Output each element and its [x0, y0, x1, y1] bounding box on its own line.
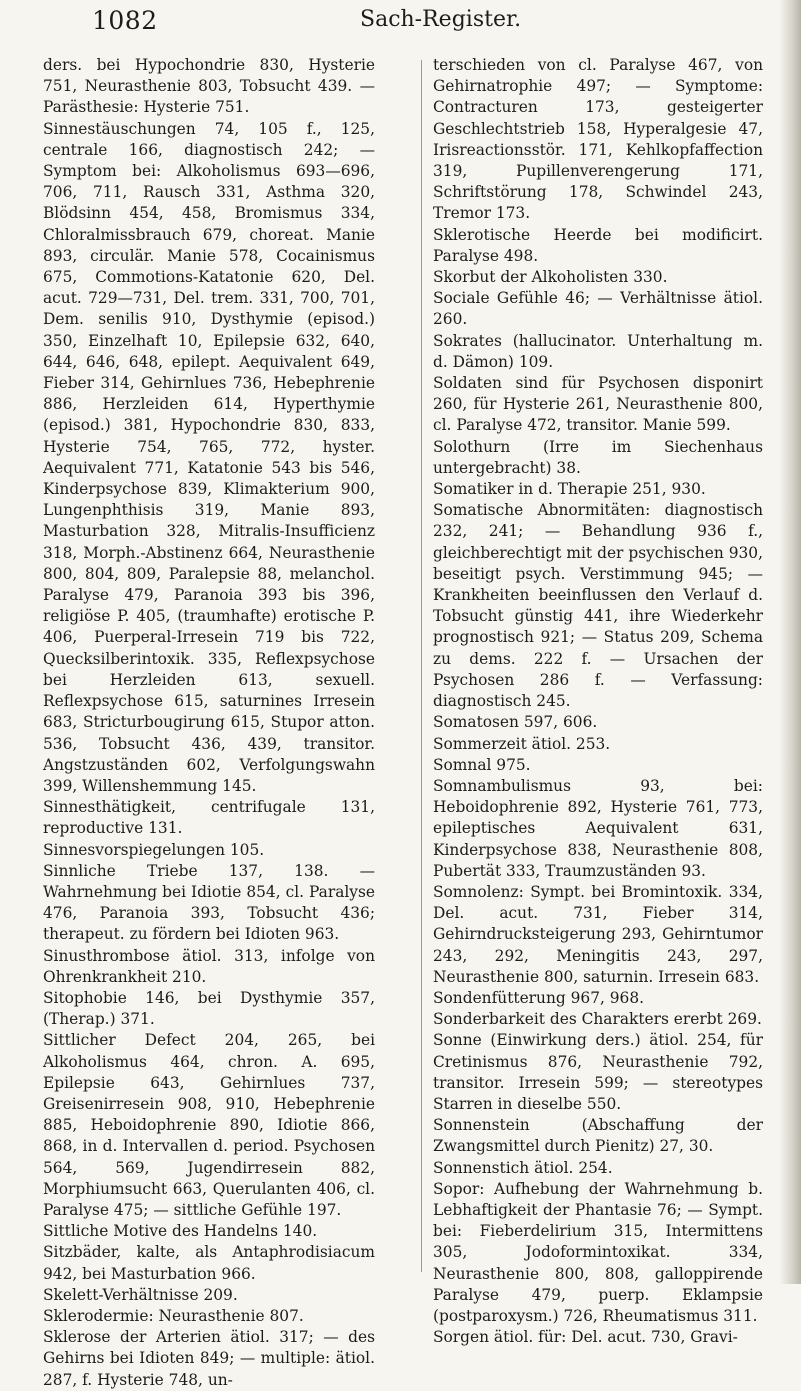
index-entry: Skelett-Verhältnisse 209. [43, 1285, 238, 1304]
index-entry: Sklerodermie: Neurasthenie 807. [43, 1306, 304, 1325]
index-entry: Sonnenstein (Abschaffung der Zwangsmittel durch Pienitz) 27, 30. [433, 1116, 763, 1156]
index-entry: Sondenfütterung 967, 968. [433, 988, 645, 1007]
index-entry: Sonnenstich ätiol. 254. [433, 1158, 613, 1177]
index-entry: Sonderbarkeit des Charakters ererbt 269. [433, 1010, 762, 1029]
page-edge-shadow [779, 0, 801, 1284]
index-entry: Skorbut der Alkoholisten 330. [433, 268, 668, 287]
index-entry: Sitzbäder, kalte, als Antaphrodisiacum 942, bei Masturbation 966. [43, 1243, 375, 1283]
index-entry: Sklerose der Arterien ätiol. 317; — des Gehirns bei Idioten 849; — multiple: ätiol. 287, f. Hysterie 748, un- [43, 1328, 375, 1389]
index-entry: Sonne (Einwirkung ders.) ätiol. 254, für Cretinismus 876, Neurasthenie 792, transitor. Irresein 599; — stereotypes Starren in dieselbe 550. [433, 1031, 763, 1113]
page-header [0, 6, 801, 46]
index-entry: Somnambulismus 93, bei: Heboidophrenie 892, Hysterie 761, 773, epileptisches Aequivalent 631, Kinderpsychose 838, Neurasthenie 808, Pubertät 333, Traumzuständen 93. [433, 776, 763, 880]
index-entry: Sinnesvorspiegelungen 105. [43, 840, 265, 859]
index-entry: Somnolenz: Sympt. bei Bromintoxik. 334, Del. acut. 731, Fieber 314, Gehirndrucksteigerung 293, Gehirntumor 243, 292, Meningitis 243, 297, Neurasthenie 800, saturnin. Irresein 683. [433, 882, 763, 986]
index-entry: Soldaten sind für Psychosen disponirt 260, für Hysterie 261, Neurasthenie 800, cl. Paralyse 472, transitor. Manie 599. [433, 374, 763, 435]
index-entry: Sittliche Motive des Handelns 140. [43, 1222, 318, 1241]
index-entry: Sorgen ätiol. für: Del. acut. 730, Gravi- [433, 1328, 738, 1347]
left-column [43, 55, 375, 1391]
index-entry: Sopor: Aufhebung der Wahrnehmung b. Lebhaftigkeit der Phantasie 76; — Sympt. bei: Fieberdelirium 315, Intermittens 305, Jodoformintoxikat. 334, Neurasthenie 800, 808, galloppirende Paralyse 479, puerp. Eklampsie (postparoxysm.) 726, Rheumatismus 311. [433, 1179, 763, 1325]
index-entry: Sinnliche Triebe 137, 138. — Wahrnehmung bei Idiotie 854, cl. Paralyse 476, Paranoia 393, Tobsucht 436; therapeut. zu fördern bei Idioten 963. [43, 861, 375, 944]
index-entry: Sokrates (hallucinator. Unterhaltung m. d. Dämon) 109. [433, 331, 763, 371]
index-entry: Sinnesthätigkeit, centrifugale 131, reproductive 131. [43, 798, 375, 838]
running-head: Sach-Register. [360, 7, 522, 32]
page-number: 1082 [92, 6, 158, 35]
index-entry: Somnal 975. [433, 755, 531, 774]
index-entry: terschieden von cl. Paralyse 467, von Gehirnatrophie 497; — Symptome: Contracturen 173, gesteigerter Geschlechtstrieb 158, Hyperalgesie 47, Irisreactionsstör. 171, Kehlkopfaffection 319, Pupillenverengerung 171, Schriftstörung 178, Schwindel 243, Tremor 173. [433, 56, 763, 223]
index-entry: Solothurn (Irre im Siechenhaus untergebracht) 38. [433, 437, 763, 477]
column-divider [421, 60, 422, 1272]
index-entry: Somatosen 597, 606. [433, 713, 598, 732]
index-entry: Sklerotische Heerde bei modificirt. Paralyse 498. [433, 225, 763, 265]
index-entry: Sitophobie 146, bei Dysthymie 357, (Therap.) 371. [43, 988, 375, 1029]
right-column [433, 55, 763, 1348]
index-entry: Sommerzeit ätiol. 253. [433, 734, 611, 753]
index-entry: Sinusthrombose ätiol. 313, infolge von Ohrenkrankheit 210. [43, 946, 375, 986]
index-entry: Sociale Gefühle 46; — Verhältnisse ätiol. 260. [433, 289, 763, 329]
index-entry: Somatiker in d. Therapie 251, 930. [433, 480, 706, 499]
index-entry: Sinnestäuschungen 74, 105 f., 125, centrale 166, diagnostisch 242; — Symptom bei: Alkoholismus 693—696, 706, 711, Rausch 331, Asthma 320, Blödsinn 454, 458, Bromismus 334, Chloralmissbrauch 679, choreat. Manie 893, circulär. Manie 578, Cocainismus 675, Commotions-Katatonie 620, Del. acut. 729—731, Del. trem. 331, 700, 701, Dem. senilis 910, Dysthymie (episod.) 350, Einzelhaft 10, Epilepsie 632, 640, 644, 646, 648, epilept. Aequivalent 649, Fieber 314, Gehirnlues 736, Hebephrenie 886, Herzleiden 614, Hyperthymie (episod.) 381, Hypochondrie 830, 833, Hysterie 754, 765, 772, hyster. Aequivalent 771, Katatonie 543 bis 546, Kinderpsychose 839, Klimakterium 900, Lungenphthisis 319, Manie 893, Masturbation 328, Mitralis-Insufficienz 318, Morph.-Abstinenz 664, Neurasthenie 800, 804, 809, Paralepsie 88, melanchol. Paralyse 479, Paranoia 393 bis 396, religiöse P. 405, (traumhafte) erotische P. 406, Puerperal-Irresein 719 bis 722, Quecksilberintoxik. 335, Reflexpsychose bei Herzleiden 613, sexuell. Reflexpsychose 615, saturnines Irresein 683, Stricturbougirung 615, Stupor atton. 536, Tobsucht 436, 439, transitor. Angstzuständen 602, Verfolgungswahn 399, Willenshemmung 145. [43, 119, 375, 795]
index-entry: Sittlicher Defect 204, 265, bei Alkoholismus 464, chron. A. 695, Epilepsie 643, Gehirnlues 737, Greisenirresein 908, 910, Hebephrenie 885, Heboidophrenie 890, Idiotie 866, 868, in d. Intervallen d. period. Psychosen 564, 569, Jugendirresein 882, Morphiumsucht 663, Querulanten 406, cl. Paralyse 475; — sittliche Gefühle 197. [43, 1031, 375, 1219]
index-entry: Somatische Abnormitäten: diagnostisch 232, 241; — Behandlung 936 f., gleichberechtigt mit der psychischen 930, beseitigt psych. Verstimmung 945; — Krankheiten beeinflussen den Verlauf d. Tobsucht günstig 441, ihre Wiederkehr prognostisch 921; — Status 209, Schema zu dems. 222 f. — Ursachen der Psychosen 286 f. — Verfassung: diagnostisch 245. [433, 501, 763, 711]
index-entry: ders. bei Hypochondrie 830, Hysterie 751, Neurasthenie 803, Tobsucht 439. — Parästhesie: Hysterie 751. [43, 56, 375, 117]
